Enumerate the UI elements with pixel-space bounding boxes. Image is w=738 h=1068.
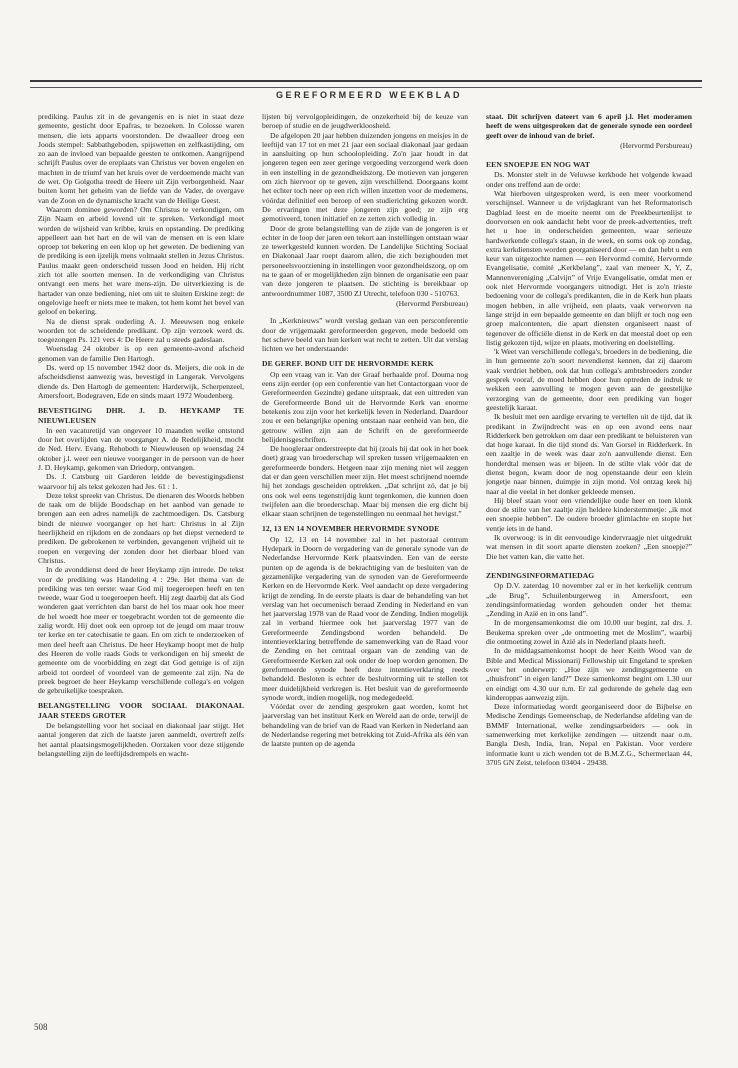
section-heading: EEN SNOEPJE EN NOG WAT <box>486 160 591 170</box>
masthead-title: GEREFORMEERD WEEKBLAD <box>275 90 463 100</box>
paragraph: In de morgensamenkomst die om 10.00 uur begint, zal drs. J. Beukema spreken over „de ontmoeting met de Moslim”, waarbij die ontmoeting zowel in Azië als in Nederland plaats heeft. <box>486 618 692 647</box>
paragraph: Waarom dominee geworden? Om Christus te verkondigen, om Zijn Naam en arbeid lovend uit te spreken. Verkondigd moet worden de wijsheid van kribbe, kruis en opstanding. De prediking appelleert aan het hart en de wil van de mensen en is een klare oproep tot bekering en een klop op het geweten. De bediening van de prediking is een ijzelijk mens volmaakt stellen in Jezus Christus. Paulus maakt geen onderscheid tussen Jood en heiden. Hij richt zich tot alle soorten mensen. In de verkondiging van Christus ontvangt een mens het ware mens-zijn. De uitverkiezing is de hartader van onze bediening, niet om uit te sluiten Erskine zegt: de ongelovige heeft er niets mee te maken, tot hem komt het bevel van geloof en bekering. <box>38 204 244 317</box>
page-number: 508 <box>34 1022 48 1032</box>
paragraph: Ik overwoog: is in dit eenvoudige kindervraagje niet uitgedrukt wat mensen in dit soort aparte diensten zoeken? „Een snoepje?” Die het vatten kan, die vatte het. <box>486 533 692 561</box>
paragraph: Deze tekst spreekt van Christus. De dienaren des Woords hebben de taak om de blijde Boodschap en het aanbod van genade te brengen aan een adres namelijk de zachtmoedigen. Ds. Catsburg bindt de nieuwe voorganger op het hart: Christus in al Zijn heerlijkheid en rijkdom en de zondaars op het diepst vernederd te prediken. De gebrokenen te verbinden, gevangenen vrijheid uit te roepen en vergeving der zonden door het dierbaar bloed van Christus. <box>38 490 244 565</box>
paragraph: prediking. Paulus zit in de gevangenis en is niet in staat deze gemeente, gesticht door Epafras, te bezoeken. In Colosse waren mensen, die iets apparts voorstonden. De dwaalleer droeg een Joods stempel: Sabbathgeboden, spijswetten en zelfkastijding, om zo aan de invloed van bepaalde geesten te ontkomen. Aangrijpend schrijft Paulus over de ereplaats van Christus ver boven engelen en machten in de triumf van het kruis over de verdoemende macht van de wet. Op Golgotha treedt de Heere uit Zijn verborgenheid. Naar buiten komt het geheim van de liefde van de Vader, de overgave van de Zoon en de dynamische kracht van de Heilige Geest. <box>38 112 244 205</box>
paragraph: Op 12, 13 en 14 november zal in het pastoraal centrum Hydepark in Doorn de vergadering van de generale synode van de Nederlandse Hervormde Kerk plaatsvinden. Een van de eerste punten op de agenda is de bekrachtiging van de besluiten van de gezamenlijke vergadering van de synoden van de Gereformeerde Kerken en de Hervormde Kerk. Veel aandacht op deze vergadering krijgt de zending. In de eerste plaats is daar de behandeling van het verslag van het oecumenisch beraad Zending in Nederland en van het jaarverslag 1978 van de Raad voor de Zending. Indien mogelijk zal in verband hiermee ook het jaarverslag 1977 van de Gereformeerde Zendingsbond worden behandeld. De intentieverklaring betreffende de samenwerking van de Raad voor de Zending en het centraal orgaan van de zending van de Gereformeerde Kerken zal ook onder de loep worden genomen. De gereformeerde synode heeft deze intentieverklaring reeds behandeld. Besloten is echter de besluitvorming uit te stellen tot meer duidelijkheid verkregen is. Het besluit van de gereformeerde synode wordt, indien mogelijk, nog medegedeeld. <box>262 534 468 702</box>
paragraph: lijsten bij vervolgopleidingen, de onzekerheid bij de keuze van beroep of studie en de jeugdwerkloosheid. <box>262 112 468 131</box>
article-columns <box>38 112 698 1042</box>
paragraph: 'k Weet van verschillende collega's, broeders in de bediening, die in hun gemeente zo'n soort nevendienst kennen, dat zij daarom vaak verdriet hebben, ook dat hun collega's ambtsbroeders zonder gesprek vooraf, de moed hebben door hun optreden de indruk te wekken een aanvulling te mogen geven aan de geestelijke verzorging van de gemeente, door een prediking van hoger geestelijk karaat. <box>486 347 692 412</box>
paragraph: Hij bleef staan voor een vriendelijke oude heer en toen klonk door de stilte van het zaaltje zijn heldere kinderstemmetje: „ik mot een snoepie hebben”. De oudere broeder glimlachte en stopte het ventje iets in de hand. <box>486 495 692 533</box>
paragraph: Woensdag 24 oktober is op een gemeente-avond afscheid genomen van de familie Den Hartogh. <box>38 344 244 363</box>
section-heading: 12, 13 EN 14 NOVEMBER HERVORMDE SYNODE <box>262 524 440 534</box>
paragraph: Ds. Monster stelt in de Veluwse kerkbode het volgende kwaad onder ons treffend aan de orde: <box>486 170 692 189</box>
paragraph: De belangstelling voor het sociaal en diakonaal jaar stijgt. Het aantal jongeren dat zich de laatste jaren aanmeldt, overtreft zelfs het aantal plaatsingsmogelijkheden. Oorzaken voor deze stijgende belangstelling zijn de leeftijdsdrempels en wacht- <box>38 721 244 758</box>
paragraph: In een vacaturetijd van ongeveer 10 maanden welke ontstond door het overlijden van de voorganger A. de Redelijkheid, mocht de Ned. Herv. Evang. Rehoboth te Nieuwleusen op woensdag 24 oktober j.l. weer een nieuwe voorganger in de persoon van de heer J. D. Heykamp, gekomen van Driedorp, ontvangen. <box>38 425 244 472</box>
paragraph: staat. Dit schrijven dateert van 6 april j.l. Het moderamen heeft de wens uitgesproken dat de generale synode een oordeel geeft over de inhoud van de brief. <box>486 112 692 140</box>
signature: (Hervormd Persbureau) <box>396 298 468 308</box>
paragraph: Wat hierboven uitgesproken werd, is een meer voorkomend verschijnsel. Wanneer u de vrijdagkrant van het Reformatorisch Dagblad leest en de moeite neemt om de Preekbeurtenlijst te doorvorsen en ook aandacht hebt voor de preek-advertenties, treft het u hoe in onderscheiden gemeenten, waar serieuze hardwerkende collega's staan, in de week, en soms ook op zondag, extra kerkdiensten worden georganiseerd door — en dan hebt u een keur van uitgezochte namen — een Hervormd comité, Hervormde Evangelisatie, comité „Kerkbelang”, zaal van meneer X, Y, Z, Mannenvereniging „Calvijn” of Vrije Evangelisatie, omdat men er ook niet Hervormde voorgangers uitnodigt. Het is zo'n trieste bedoening voor de collega's predikanten, die in de Kerk hun plaats mogen hebben, in alle vrijheid, een plaats, vaak verworven na lange strijd in een bepaalde gemeente en dan blijft er toch nog een groep malcontenten, die apart diensten organiseert naast of tegenover de officiële dienst in de Kerk en dat meestal doet op een listig gekozen tijd, wijze en plaats, motivering en doelstelling. <box>486 189 692 347</box>
section-heading: BELANGSTELLING VOOR SOCIAAL DIAKONAAL JAAR STEEDS GROTER <box>38 701 244 720</box>
paragraph: In „Kerknieuws” wordt verslag gedaan van een persconferentie door de vrijgemaakt gereformeerden gegeven, mede bedoeld om het scheve beeld van hun kerken wat recht te zetten. Uit dat verslag lichten we het onderstaande: <box>262 316 468 354</box>
paragraph: Op D.V. zaterdag 10 november zal er in het kerkelijk centrum „de Brug”, Schuilenburgerweg in Amersfoort, een zendingsinformatiedag worden gehouden onder het thema: „Zending in Azië en in ons land”. <box>486 581 692 619</box>
section-heading: BEVESTIGING DHR. J. D. HEYKAMP TE NIEUWLEUSEN <box>38 406 244 425</box>
section-heading: ZENDINGSINFORMATIEDAG <box>486 570 595 580</box>
column-2 <box>262 112 468 1042</box>
column-1 <box>38 112 244 1042</box>
paragraph: In de middagsamenkomst hoopt de heer Keith Wood van de Bible and Medical Missionarij Fellowship uit Engeland te spreken over het onderwerp: „Hoe zijn we zendingsgemeente en „thuisfront” in eigen land?” Deze samenkomst begint om 1.30 uur en eindigt om 4.30 uur n.m. Er zal gedurende de gehele dag een kinderoppas aanwezig zijn. <box>486 646 692 702</box>
masthead-rule <box>30 80 702 82</box>
masthead-rule-thin <box>30 87 702 88</box>
paragraph: Door de grote belangstelling van de zijde van de jongeren is er echter in de loop der jaren een tekort aan instellingen ontstaan waar ze tewerkgesteld kunnen worden. De Landelijke Stichting Sociaal en Diakonaal Jaar roept daarom allen, die zich bezighouden met personeelsvoorziening in instellingen voor gezondheidszorg, op om na te gaan of er mogelijkheden zijn binnen de organisatie een paar van deze jongeren te plaatsen. De stichting is bereikbaar op antwoordnummer 1087, 3500 ZJ Utrecht, telefoon 030 - 510763. <box>262 223 468 298</box>
column-3 <box>486 112 692 1042</box>
paragraph: Vóórdat over de zending gesproken gaat worden, komt het jaarverslag van het instituut Kerk en Wereld aan de orde, terwijl de behandeling van de brief van de Raad van Kerken in Nederland aan de Nederlandse regering met betrekking tot Zuid-Afrika als één van de laatste punten op de agenda <box>262 702 468 749</box>
section-heading: DE GEREF. BOND UIT DE HERVORMDE KERK <box>262 359 434 369</box>
paragraph: De afgelopen 20 jaar hebben duizenden jongens en meisjes in de leeftijd van 17 tot en met 21 jaar een sociaal diakonaal jaar gedaan in aansluiting op hun schoolopleiding. Zo'n jaar houdt in dat jongeren tegen een zeer geringe vergoeding verzorgend werk doen in een instelling in de gezondheidszorg. De motieven van jongeren om zich hiervoor op te geven, zijn verschillend. Doorgaans komt het echter toch neer op een rich willen inzetten voor de medemens, vóórdat definitief een beroep of een studierichting gekozen wordt. De ervaringen met deze jongeren zijn goed; ze zijn erg gemotiveerd, tonen initiatief en ze zetten zich volledig in. <box>262 130 468 224</box>
paragraph: Ds. J. Catsburg uit Garderen leidde de bevestigingsdienst waarvoor hij als tekst gekozen had Jes. 61 : 1. <box>38 472 244 491</box>
paragraph: De hoogleraar onderstreepte dat hij (zoals hij dat ook in het boek doet) graag van broederschap wil spreken tussen vrijgemaakten en gereformeerde bonders. Hetgeen naar zijn mening niet wil zeggen dat er dan geen verschillen meer zijn. Het meest schrijnend noemde hij het zondags gescheiden optrekken. „Dat schrijnt zó, dat je bij ons ook wel eens tegenstrijdig kunt tegenkomen, die kunnen doen twijfelen aan die broederschap. Maar bij mensen die erg dicht bij elkaar staan schrijnen de tegenstellingen nu eenmaal het hevigst.” <box>262 444 468 519</box>
paragraph: Ik besluit met een aardige ervaring te vertellen uit de tijd, dat ik predikant in Zwijndrecht was en op een avond eens naar Ridderkerk ben getrokken om daar een predikant te beluisteren van dat hoge karaat. In die tijd stond ds. Van Gorsel in Ridderkerk. In een zaaltje in de week was daar zo'n aanvullende dienst. Een honderdtal mensen was er bijeen. In de stilte vlak vóór dat de dienst begon, kwam door de nog openstaande deur een klein jongetje naar binnen, duimpje in zijn mond. Vol ontzag keek hij naar al die veelal in het donker gekleede mensen. <box>486 412 692 496</box>
paragraph: Ds. werd op 15 november 1942 door ds. Meijers, die ook in de afscheidsdienst aanwezig was, bevestigd in Langerak. Vervolgens diende ds. Den Hartogh de gemeenten: Harderwijk, Scherpenzeel, Amersfoort, Bodegraven, Ede en sinds maart 1972 Woudenberg. <box>38 363 244 400</box>
paragraph: Deze informatiedag wordt georganiseerd door de Bijbelse en Medische Zendings Gemeenschap, de Nederlandse afdeling van de BMMF International, welke zendingsarbeiders — ook in samenwerking met kerkelijke zendingen — uitzendt naar o.m. Bangla Desh, India, Iran, Nepal en Pakistan. Voor verdere informatie kunt u zich wenden tot de B.M.Z.G., Schermerlaan 44, 3705 GN Zeist, telefoon 03404 - 29438. <box>486 702 692 767</box>
paragraph: Na de dienst sprak ouderling A. J. Meeuwsen nog enkele woorden tot de scheidende predikant. Op zijn verzoek werd ds. toegezongen Ps. 121 vers 4: De Heere zal u steeds gadeslaan. <box>38 316 244 345</box>
paragraph: Op een vraag van ir. Van der Graaf herhaalde prof. Douma nog eens zijn eerder (op een conferentie van het Contactorgaan voor de Gereformeerden Gezindte) gedane uitspraak, dat een uittreden van de Gereformeerde Bond uit de Hervormde Kerk van enorme betekenis zou zijn voor het kerkelijk leven in Nederland. Daardoor zou er een belangrijke opening ontstaan naar eenheid van hen, die getrouw willen zijn aan de Schrift en de gereformeerde belijdenisgeschriften. <box>262 369 468 444</box>
signature: (Hervormd Persbureau) <box>620 140 692 150</box>
paragraph: In de avonddienst deed de heer Heykamp zijn intrede. De tekst voor de prediking was Handeling 4 : 29e. Het thema van de prediking was ten eerste: waar God mij toegeroepen heeft en ten tweede, waar God u toegeroepen heeft. Hij zegt daarbij dat als God wonderen gaat verrichten dan barst de hel los maar ook hoe meer de hel woedt hoe meer er toegebracht worden tot de gemeente die zalig wordt. Hij doet ook een oproep tot de jeugd om maar trouw ter kerke en ter catechisatie te gaan. En om zich te onderzoeken of men deel heeft aan Christus. De heer Heykamp hoopt met de hulp des Heeren de volle raads Gods te verkondigen en hij smeekt de gemeente om de voorbidding en zegt dat God getuige is of zijn arbeid tot oordeel of voordeel van de gemeente zal zijn. Na de preek begroet de heer Heykamp verschillende collega's en volgen de gebruikelijke toespraken. <box>38 565 244 696</box>
